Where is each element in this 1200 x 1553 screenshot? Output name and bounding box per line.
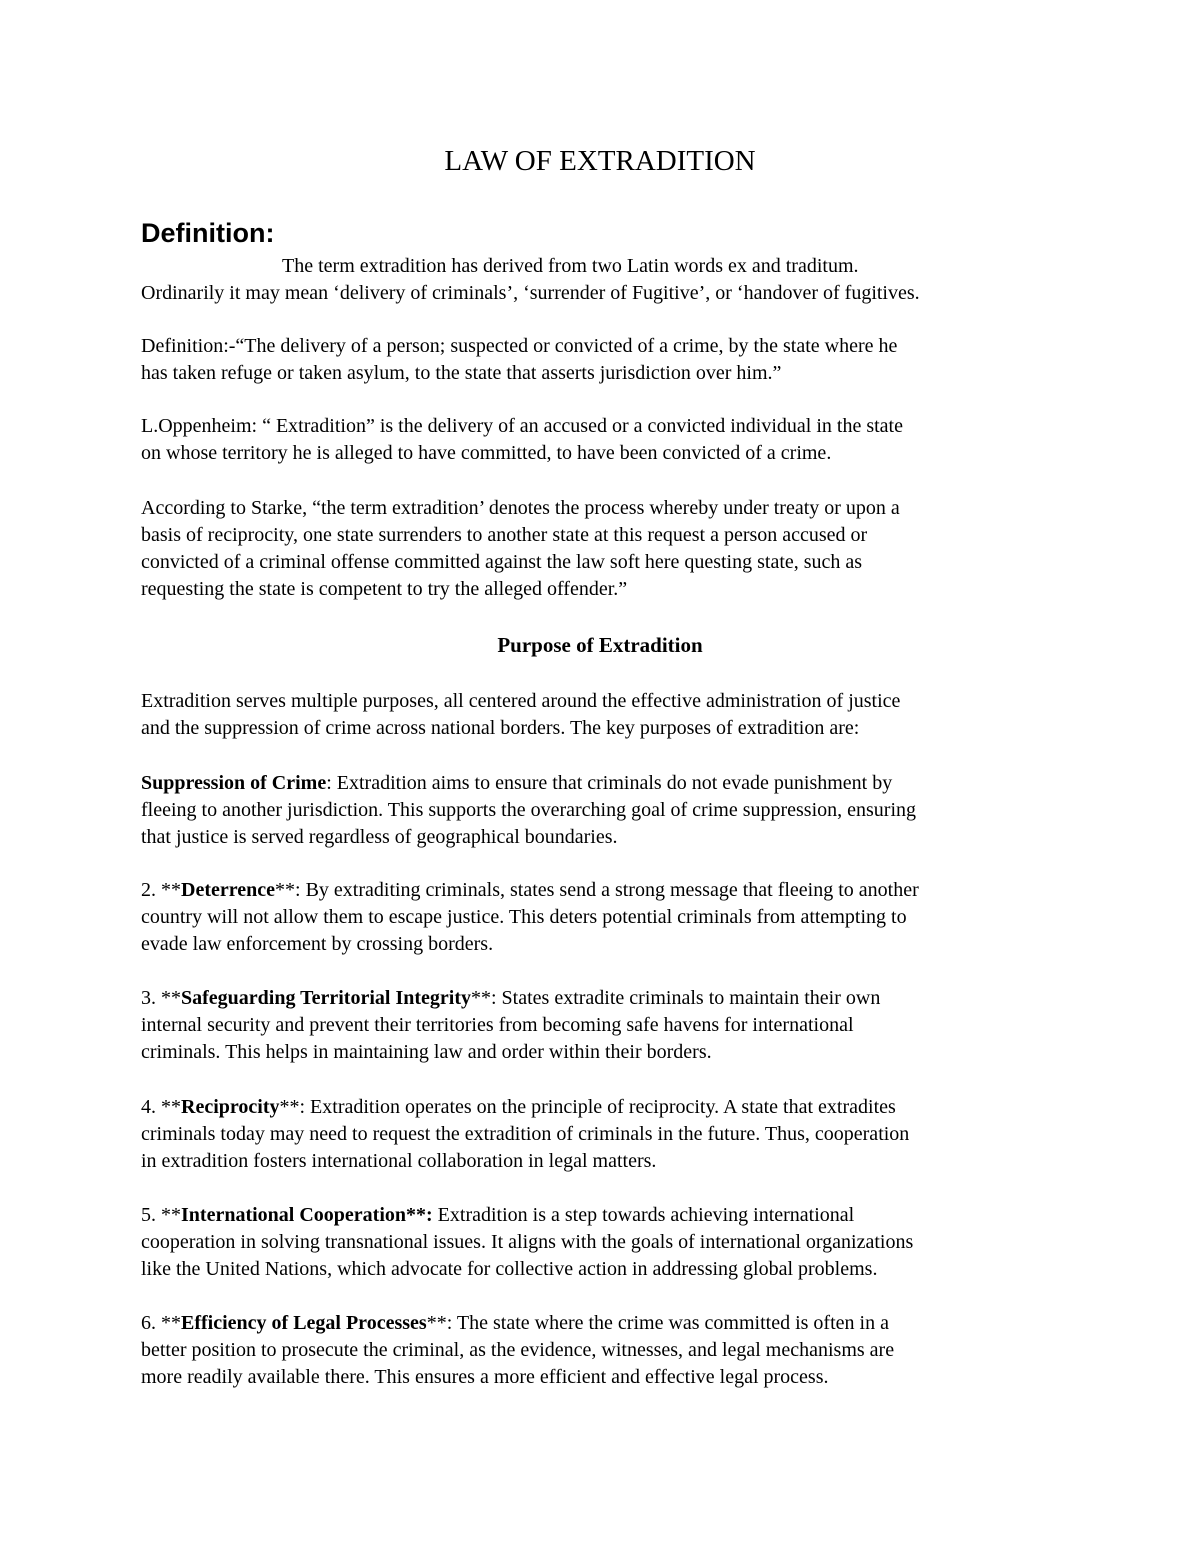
purpose-intro-line: Extradition serves multiple purposes, all centered around the effective administration of justice	[141, 690, 901, 712]
purpose-heading: Purpose of Extradition	[497, 633, 703, 657]
purpose-item-line: more readily available there. This ensures a more efficient and effective legal process.	[141, 1366, 829, 1388]
purpose-item-first-line	[141, 770, 1071, 797]
purpose-item-line: fleeing to another jurisdiction. This supports the overarching goal of crime suppression, ensuring	[141, 799, 917, 821]
intro-line: The term extradition has derived from two Latin words ex and traditum.	[282, 255, 859, 277]
purpose-item-line: criminals. This helps in maintaining law and order within their borders.	[141, 1041, 712, 1063]
purpose-item-first-line	[141, 1094, 1071, 1121]
oppenheim-paragraph	[141, 413, 1071, 467]
item-text: : Extradition aims to ensure that criminals do not evade punishment by	[326, 772, 893, 794]
item-title: Safeguarding Territorial Integrity	[181, 987, 471, 1009]
item-prefix: 2. **	[141, 879, 181, 901]
purpose-item-line: better position to prosecute the criminal, as the evidence, witnesses, and legal mechanisms are	[141, 1339, 895, 1361]
purpose-item-line: like the United Nations, which advocate for collective action in addressing global problems.	[141, 1258, 878, 1280]
starke-line: convicted of a criminal offense committed against the law soft here questing state, such as	[141, 551, 863, 573]
item-title: International Cooperation**:	[181, 1204, 433, 1226]
intro-line: Ordinarily it may mean ‘delivery of criminals’, ‘surrender of Fugitive’, or ‘handover of fugitives.	[141, 282, 920, 304]
definition-heading: Definition:	[141, 218, 275, 248]
purpose-item	[141, 877, 1071, 958]
item-text: : The state where the crime was committed is often in a	[446, 1312, 889, 1334]
starke-line: According to Starke, “the term extradition’ denotes the process whereby under treaty or upon a	[141, 497, 900, 519]
item-title: Reciprocity	[181, 1096, 280, 1118]
item-suffix: **	[426, 1312, 447, 1334]
item-title: Deterrence	[181, 879, 276, 901]
item-title: Efficiency of Legal Processes	[181, 1312, 427, 1334]
purpose-item-first-line	[141, 1202, 1071, 1229]
purpose-item-line: internal security and prevent their territories from becoming safe havens for international	[141, 1014, 854, 1036]
definition-paragraph	[141, 333, 1071, 387]
item-prefix: 4. **	[141, 1096, 181, 1118]
document-title: LAW OF EXTRADITION	[444, 145, 756, 177]
purpose-item	[141, 1310, 1071, 1391]
item-text: : Extradition operates on the principle of reciprocity. A state that extradites	[299, 1096, 896, 1118]
item-suffix: **	[470, 987, 491, 1009]
oppenheim-line: on whose territory he is alleged to have committed, to have been convicted of a crime.	[141, 442, 832, 464]
item-prefix: 3. **	[141, 987, 181, 1009]
item-suffix: **	[279, 1096, 300, 1118]
purpose-item-line: evade law enforcement by crossing borders.	[141, 933, 494, 955]
oppenheim-line: L.Oppenheim: “ Extradition” is the delivery of an accused or a convicted individual in the state	[141, 415, 903, 437]
purpose-item	[141, 985, 1071, 1066]
item-text: : By extraditing criminals, states send a strong message that fleeing to another	[295, 879, 919, 901]
purpose-item-first-line	[141, 877, 1071, 904]
purpose-item-line: criminals today may need to request the extradition of criminals in the future. Thus, cooperation	[141, 1123, 910, 1145]
purpose-item	[141, 1094, 1071, 1175]
intro-paragraph	[141, 253, 1071, 307]
purpose-item-first-line	[141, 985, 1071, 1012]
purpose-intro-paragraph	[141, 688, 1071, 742]
purpose-item	[141, 770, 1071, 851]
item-text: : States extradite criminals to maintain their own	[490, 987, 881, 1009]
item-title: Suppression of Crime	[141, 772, 327, 794]
starke-line: requesting the state is competent to try the alleged offender.”	[141, 578, 628, 600]
definition-line: Definition:-“The delivery of a person; suspected or convicted of a crime, by the state where he	[141, 335, 898, 357]
definition-line: has taken refuge or taken asylum, to the state that asserts jurisdiction over him.”	[141, 362, 782, 384]
item-prefix: 5. **	[141, 1204, 181, 1226]
purpose-item-line: country will not allow them to escape justice. This deters potential criminals from attempting to	[141, 906, 907, 928]
item-suffix: **	[275, 879, 296, 901]
item-text: Extradition is a step towards achieving international	[432, 1204, 855, 1226]
purpose-intro-line: and the suppression of crime across national borders. The key purposes of extradition are:	[141, 717, 860, 739]
starke-line: basis of reciprocity, one state surrenders to another state at this request a person accused or	[141, 524, 868, 546]
starke-paragraph	[141, 495, 1071, 603]
purpose-item-first-line	[141, 1310, 1071, 1337]
purpose-item	[141, 1202, 1071, 1283]
purpose-item-line: cooperation in solving transnational issues. It aligns with the goals of international organizations	[141, 1231, 914, 1253]
purpose-item-line: in extradition fosters international collaboration in legal matters.	[141, 1150, 657, 1172]
purpose-item-line: that justice is served regardless of geographical boundaries.	[141, 826, 618, 848]
item-prefix: 6. **	[141, 1312, 181, 1334]
